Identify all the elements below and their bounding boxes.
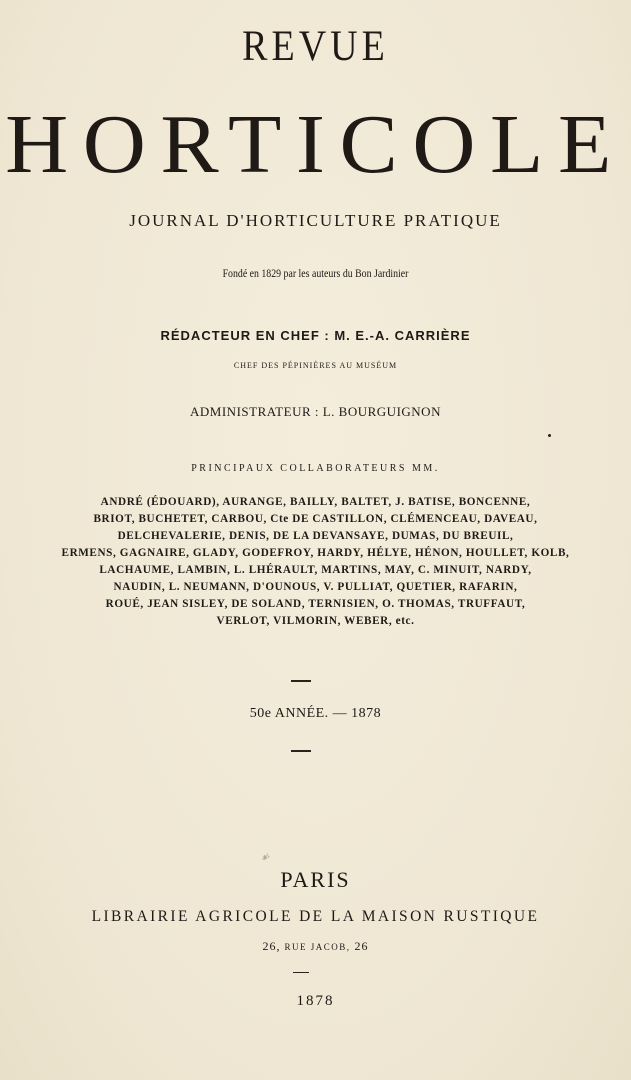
collaborators-line-4: ERMENS, GAGNAIRE, GLADY, GODEFROY, HARDY, HÉLYE, HÉNON, HOULLET, KOLB, — [61, 547, 570, 559]
administrator: ADMINISTRATEUR : L. BOURGUIGNON — [190, 404, 441, 419]
collaborators-line-7: ROUÉ, JEAN SISLEY, DE SOLAND, TERNISIEN, O. THOMAS, TRUFFAUT, — [105, 598, 526, 610]
address-number-left: 26, — [262, 939, 281, 953]
collaborators-line-5: LACHAUME, LAMBIN, L. LHÉRAULT, MARTINS, MAY, C. MINUIT, NARDY, — [99, 564, 532, 576]
imprint-address — [0, 939, 631, 954]
collaborators-heading: PRINCIPAUX COLLABORATEURS MM. — [191, 463, 440, 474]
journal-subtitle: JOURNAL D'HORTICULTURE PRATIQUE — [129, 211, 502, 230]
collaborators-line-2: BRIOT, BUCHETET, CARBOU, Cte DE CASTILLON, CLÉMENCEAU, DAVEAU, — [93, 513, 538, 525]
collaborators-line-1: ANDRÉ (ÉDOUARD), AURANGE, BAILLY, BALTET, J. BATISE, BONCENNE, — [100, 496, 531, 508]
imprint-publisher: LIBRAIRIE AGRICOLE DE LA MAISON RUSTIQUE — [91, 908, 540, 925]
revue-heading: REVUE — [242, 21, 389, 71]
ink-speck — [548, 434, 551, 437]
divider-rule-bottom — [291, 750, 311, 752]
divider-rule-top — [291, 680, 311, 682]
collaborators-line-6: NAUDIN, L. NEUMANN, D'OUNOUS, V. PULLIAT, QUETIER, RAFARIN, — [113, 581, 518, 593]
imprint-divider — [293, 972, 309, 973]
address-number-right: 26 — [354, 939, 369, 953]
collaborators-line-8: VERLOT, VILMORIN, WEBER, etc. — [216, 615, 415, 627]
collaborators-line-3: DELCHEVALERIE, DENIS, DE LA DEVANSAYE, DUMAS, DU BREUIL, — [117, 530, 514, 542]
editor-in-chief: RÉDACTEUR EN CHEF : M. E.-A. CARRIÈRE — [160, 328, 471, 343]
imprint-year: 1878 — [296, 993, 335, 1009]
imprint-city: PARIS — [280, 867, 351, 892]
founded-note: Fondé en 1829 par les auteurs du Bon Jardinier — [222, 266, 409, 280]
editor-title: CHEF DES PÉPINIÈRES AU MUSÉUM — [233, 361, 398, 370]
show-through-stamp — [312, 226, 392, 266]
horticole-heading: HORTICOLE — [5, 98, 626, 191]
year-volume: 50e ANNÉE. — 1878 — [249, 706, 382, 721]
library-stamp-mark: ☙ — [258, 849, 273, 866]
address-street: RUE JACOB, — [284, 942, 351, 952]
